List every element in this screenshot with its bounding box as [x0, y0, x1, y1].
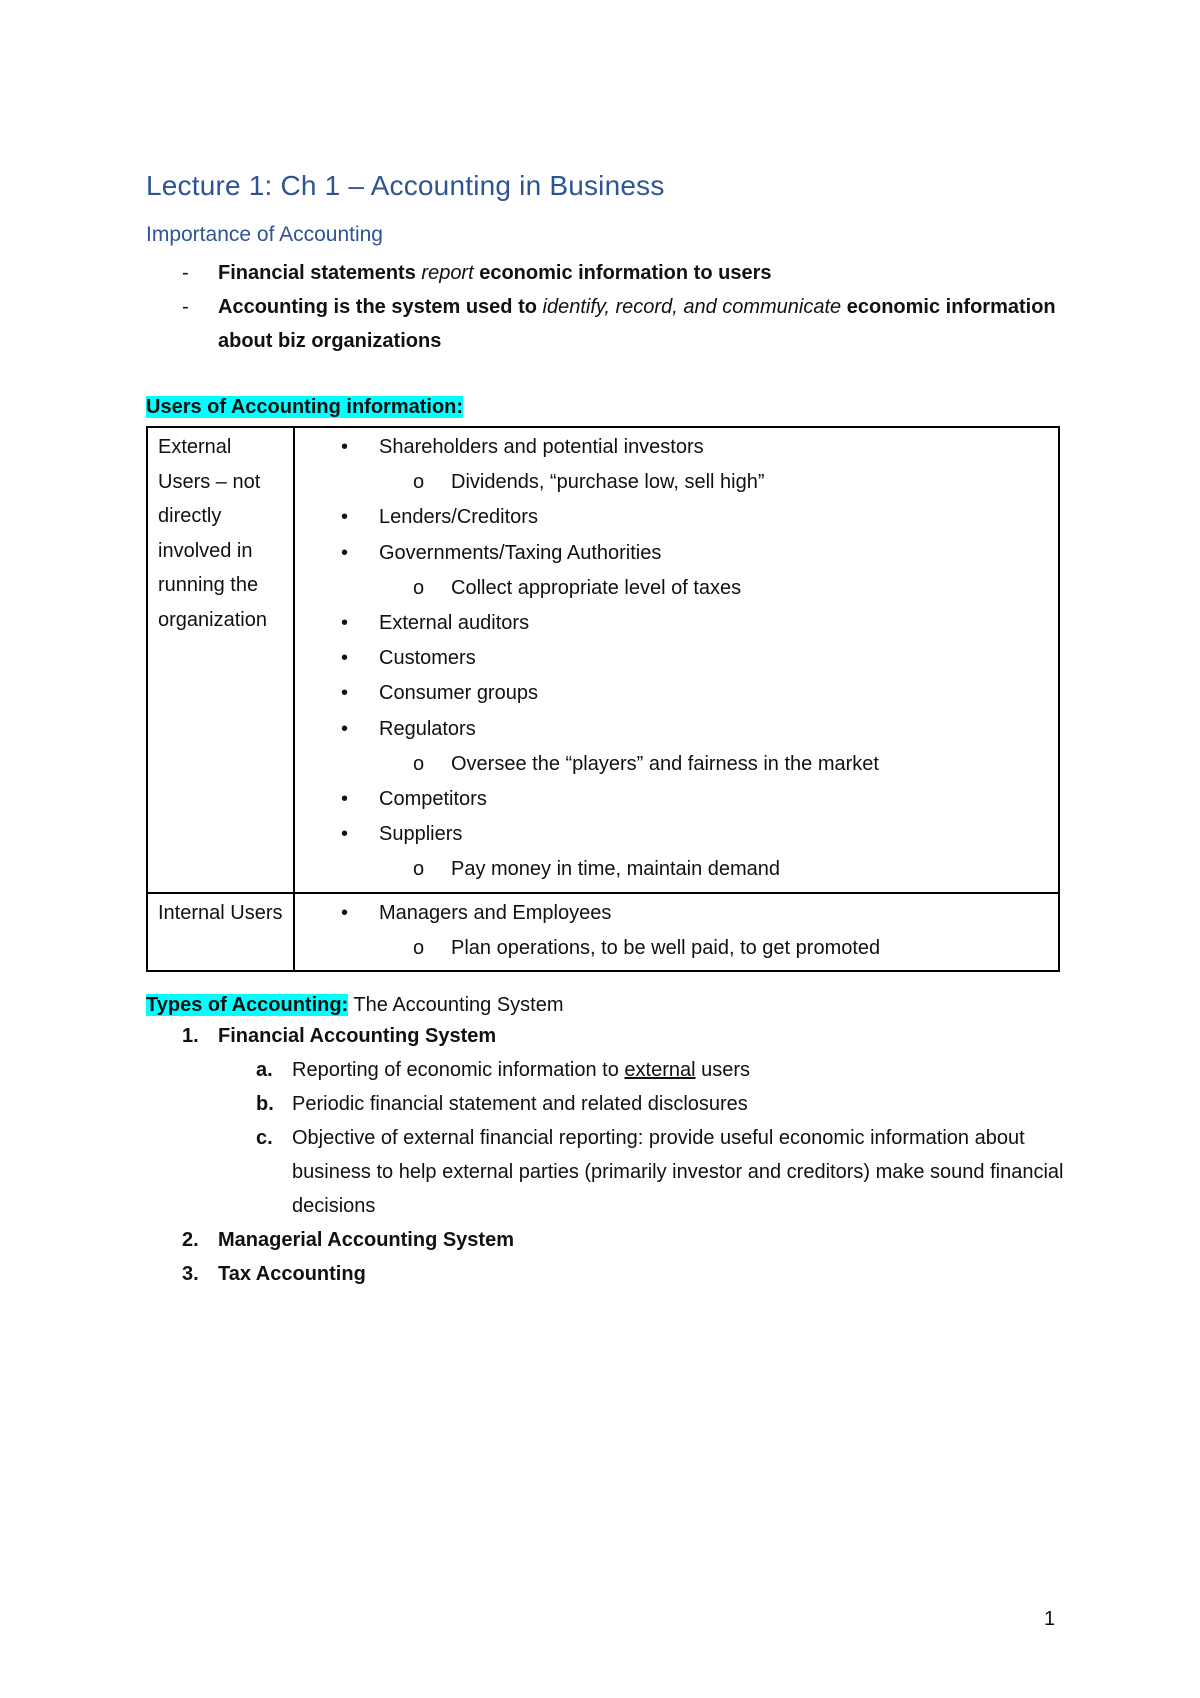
list-item: • Regulators — [341, 717, 476, 740]
int-item-0: Managers and Employees — [379, 901, 612, 924]
sub-item: o Dividends, “purchase low, sell high” — [413, 471, 765, 494]
sub-item-letter: c. — [256, 1127, 273, 1149]
item-number: 1. — [182, 1025, 199, 1047]
item-number: 2. — [182, 1229, 199, 1251]
int-item-0-sub-0: Plan operations, to be well paid, to get promoted — [451, 936, 881, 959]
sub-item: o Collect appropriate level of taxes — [413, 576, 742, 599]
ext-item-0-sub-0: Dividends, “purchase low, sell high” — [451, 471, 765, 494]
external-users-list — [294, 427, 1059, 893]
type-0-sub-2: Objective of external financial reporting: provide useful economic information about business to help external parties (primarily investor and creditors) make sound financial decisions — [292, 1127, 1064, 1217]
ext-item-0: Shareholders and potential investors — [379, 436, 704, 458]
list-item — [146, 1223, 1066, 1257]
ext-item-8-sub-0: Pay money in time, maintain demand — [451, 858, 781, 881]
dash-marker: - — [182, 296, 189, 318]
table-row — [147, 427, 1059, 893]
types-heading — [146, 991, 564, 1019]
sub-item: o Plan operations, to be well paid, to get promoted — [413, 936, 881, 959]
type-0-sub-0-pre: Reporting of economic information to — [292, 1059, 625, 1081]
types-heading-rest: The Accounting System — [348, 994, 564, 1016]
list-item: • Shareholders and potential investors — [341, 436, 704, 458]
type-label-1: Managerial Accounting System — [218, 1229, 514, 1251]
list-item: • Competitors — [341, 788, 487, 811]
table-row — [147, 893, 1059, 971]
ext-item-5: Consumer groups — [379, 682, 538, 705]
sub-item — [146, 1087, 1066, 1121]
users-heading-text: Users of Accounting information: — [146, 396, 464, 418]
type-0-sub-1: Periodic financial statement and related disclosures — [292, 1093, 748, 1115]
list-item: • Suppliers — [341, 823, 463, 846]
ext-item-1: Lenders/Creditors — [379, 506, 538, 529]
item-number: 3. — [182, 1263, 199, 1285]
users-heading — [146, 393, 463, 421]
users-table — [146, 426, 1060, 972]
importance-2-em: identify, record, and communicate — [542, 296, 842, 318]
sub-item-letter: b. — [256, 1093, 274, 1115]
type-label-0: Financial Accounting System — [218, 1025, 497, 1047]
external-users-label: External Users – not directly involved in running the organization — [147, 427, 294, 893]
ext-item-6-sub-0: Oversee the “players” and fairness in the market — [451, 752, 879, 775]
list-item — [146, 290, 1066, 358]
ext-item-4: Customers — [379, 647, 476, 670]
list-item — [146, 1257, 1066, 1291]
list-item: • Managers and Employees — [341, 901, 612, 924]
list-item: • Customers — [341, 647, 476, 670]
ext-item-8: Suppliers — [379, 823, 463, 846]
types-list — [146, 1019, 1066, 1291]
sub-item — [146, 1053, 1066, 1087]
type-0-sub-0-post: users — [695, 1059, 751, 1081]
list-item — [146, 1019, 1066, 1053]
list-item — [146, 256, 1066, 290]
dash-marker: - — [182, 262, 189, 284]
importance-1-em: report — [421, 262, 474, 284]
importance-2-pre: Accounting is the system used to — [218, 296, 543, 318]
sub-item: o Pay money in time, maintain demand — [413, 858, 781, 881]
ext-item-3: External auditors — [379, 612, 530, 635]
sub-item: o Oversee the “players” and fairness in the market — [413, 752, 879, 775]
type-0-sub-0-underline: external — [624, 1059, 696, 1081]
page-title: Lecture 1: Ch 1 – Accounting in Business — [146, 170, 665, 201]
internal-users-list — [294, 893, 1059, 971]
sub-item-letter: a. — [256, 1059, 273, 1081]
importance-list — [146, 256, 1066, 358]
list-item: • Governments/Taxing Authorities — [341, 541, 662, 564]
list-item: • Lenders/Creditors — [341, 506, 538, 529]
list-item: • Consumer groups — [341, 682, 538, 705]
importance-1-pre: Financial statements — [218, 262, 422, 284]
list-item: • External auditors — [341, 612, 530, 635]
ext-item-2-sub-0: Collect appropriate level of taxes — [451, 576, 742, 599]
internal-users-label: Internal Users — [147, 893, 294, 971]
type-label-2: Tax Accounting — [218, 1263, 366, 1285]
sub-item — [146, 1121, 1066, 1223]
ext-item-6: Regulators — [379, 717, 476, 740]
types-heading-text: Types of Accounting: — [146, 994, 349, 1016]
ext-item-7: Competitors — [379, 788, 487, 811]
page-number: 1 — [1044, 1608, 1056, 1630]
importance-1-post: economic information to users — [473, 262, 772, 284]
section-heading-importance: Importance of Accounting — [146, 223, 383, 246]
ext-item-2: Governments/Taxing Authorities — [379, 541, 662, 564]
importance-2-post: economic information about biz organizations — [218, 296, 1056, 352]
